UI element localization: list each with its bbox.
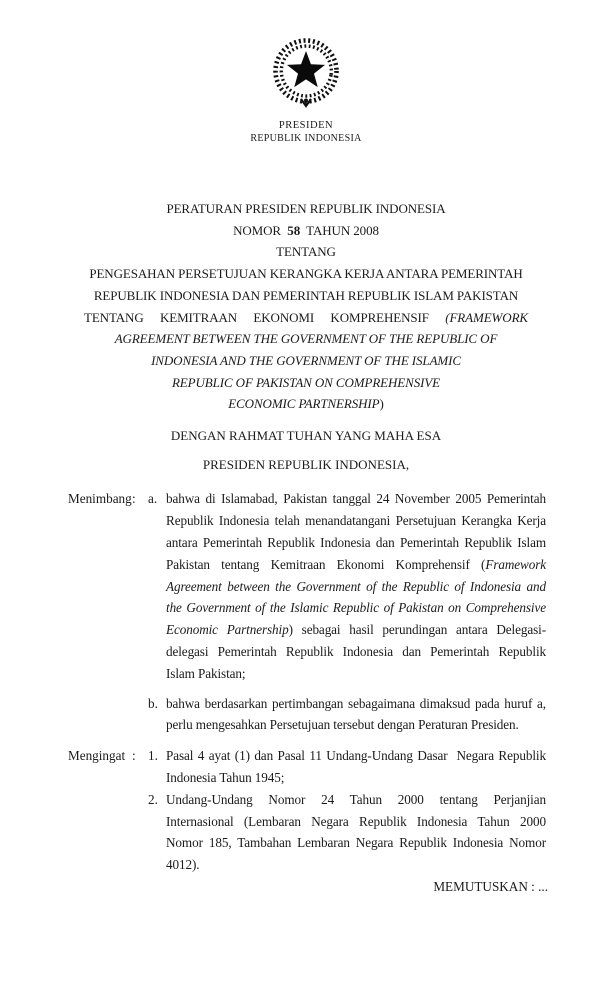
authority-line-republik-indonesia: REPUBLIK INDONESIA (250, 132, 362, 144)
text-line (84, 220, 528, 242)
text-line (166, 619, 546, 641)
text-line (166, 789, 546, 811)
text-run: delegasi Pemerintah Republik Indonesia dan Pemerintah Republik (166, 644, 546, 660)
item-text-b (166, 693, 546, 737)
text-run: Islam Pakistan; (166, 665, 246, 681)
text-line (166, 641, 546, 663)
text-line (84, 198, 528, 220)
text-line (84, 393, 528, 415)
text-run: Pasal 4 ayat (1) dan Pasal 11 Undang-Undang Dasar Negara Republik (166, 748, 546, 764)
text-run: PERATURAN PRESIDEN REPUBLIK INDONESIA (166, 201, 446, 216)
text-line (166, 510, 546, 532)
text-run: Pakistan tentang Kemitraan Ekonomi Komprehensif ( (166, 556, 486, 572)
text-run: Framework (485, 556, 546, 572)
text-run: Nomor 185, Tambahan Lembaran Negara Republik Indonesia Nomor (166, 835, 546, 851)
invocation-line: DENGAN RAHMAT TUHAN YANG MAHA ESA (170, 428, 442, 444)
clause-label-menimbang: Menimbang (68, 491, 132, 507)
text-line (166, 532, 546, 554)
text-run: INDONESIA AND THE GOVERNMENT OF THE ISLAMIC (151, 352, 461, 368)
item-text-1 (166, 745, 546, 789)
text-line (166, 714, 546, 736)
text-run: Agreement between the Government of the Republic of Indonesia and (166, 578, 546, 594)
text-run: 4012). (166, 857, 200, 873)
text-run: TAHUN 2008 (300, 222, 379, 238)
text-run: 58 (287, 222, 301, 238)
text-line (166, 488, 546, 510)
text-line (166, 745, 546, 767)
text-run: TENTANG (276, 244, 336, 260)
text-run: REPUBLIC OF PAKISTAN ON COMPREHENSIVE (171, 374, 441, 390)
considering-clause (68, 488, 546, 736)
text-run: AGREEMENT BETWEEN THE GOVERNMENT OF THE REPUBLIC OF (114, 331, 498, 347)
text-run: ) sebagai hasil perundingan antara Delegasi- (288, 622, 546, 638)
text-line (84, 372, 528, 394)
item-marker-a: a. (148, 491, 158, 507)
text-line (84, 307, 528, 329)
preamble (68, 488, 546, 876)
text-run: Undang-Undang Nomor 24 Tahun 2000 tentang Perjanjian (166, 791, 546, 807)
text-run: ECONOMIC PARTNERSHIP (228, 396, 380, 412)
item-marker-2: 2. (148, 791, 158, 807)
text-line (84, 263, 528, 285)
text-run: TENTANG KEMITRAAN EKONOMI KOMPREHENSIF (84, 309, 446, 325)
text-run: Internasional (Lembaran Negara Republik Indonesia Tahun 2000 (166, 813, 546, 829)
text-run: Indonesia Tahun 1945; (166, 770, 285, 785)
text-line (166, 811, 546, 833)
text-run: bahwa berdasarkan pertimbangan sebagaimana dimaksud pada huruf a, (166, 695, 546, 711)
item-text-2 (166, 789, 546, 876)
clause-label-mengingat: Mengingat (68, 748, 126, 764)
text-run: ) (379, 396, 384, 412)
text-run: Republik Indonesia telah menandatangani Persetujuan Kerangka Kerja (166, 513, 546, 529)
issuing-authority (0, 120, 612, 145)
text-line (166, 576, 546, 598)
text-run: PENGESAHAN PERSETUJUAN KERANGKA KERJA ANTARA PEMERINTAH (89, 266, 523, 282)
text-run: bahwa di Islamabad, Pakistan tanggal 24 November 2005 Pemerintah (166, 491, 546, 507)
text-run: antara Pemerintah Republik Indonesia dan Pemerintah Republik Islam (166, 535, 546, 551)
text-run: REPUBLIK INDONESIA DAN PEMERINTAH REPUBLIK ISLAM PAKISTAN (93, 287, 519, 303)
text-run: NOMOR (233, 222, 288, 238)
ribbon-knot (304, 99, 308, 103)
text-run: Economic Partnership (166, 622, 289, 638)
text-line (166, 663, 546, 685)
text-run: perlu mengesahkan Persetujuan tersebut dengan Peraturan Presiden. (166, 717, 519, 733)
text-line (166, 767, 546, 789)
text-run: the Government of the Islamic Republic of Pakistan on Comprehensive (166, 600, 546, 616)
text-line (166, 832, 546, 854)
item-text-a (166, 488, 546, 684)
text-line (84, 350, 528, 372)
text-line (84, 241, 528, 263)
text-line (166, 597, 546, 619)
enacting-authority-line: PRESIDEN REPUBLIK INDONESIA, (202, 456, 410, 472)
star-icon (287, 51, 325, 87)
text-line (166, 854, 546, 876)
text-line (166, 554, 546, 576)
text-line (84, 285, 528, 307)
item-marker-b: b. (148, 695, 158, 711)
clause-colon: : (132, 748, 136, 764)
recalling-clause (68, 745, 546, 876)
item-marker-1: 1. (148, 748, 158, 764)
text-run: (FRAMEWORK (445, 309, 528, 325)
regulation-title (84, 198, 528, 415)
text-line (84, 328, 528, 350)
memutuskan-line: MEMUTUSKAN : ... (433, 878, 548, 894)
clause-colon: : (132, 491, 136, 507)
text-line (166, 693, 546, 715)
presidential-seal (0, 0, 612, 113)
authority-line-presiden: PRESIDEN (278, 120, 334, 131)
seal-graphic (270, 33, 342, 113)
